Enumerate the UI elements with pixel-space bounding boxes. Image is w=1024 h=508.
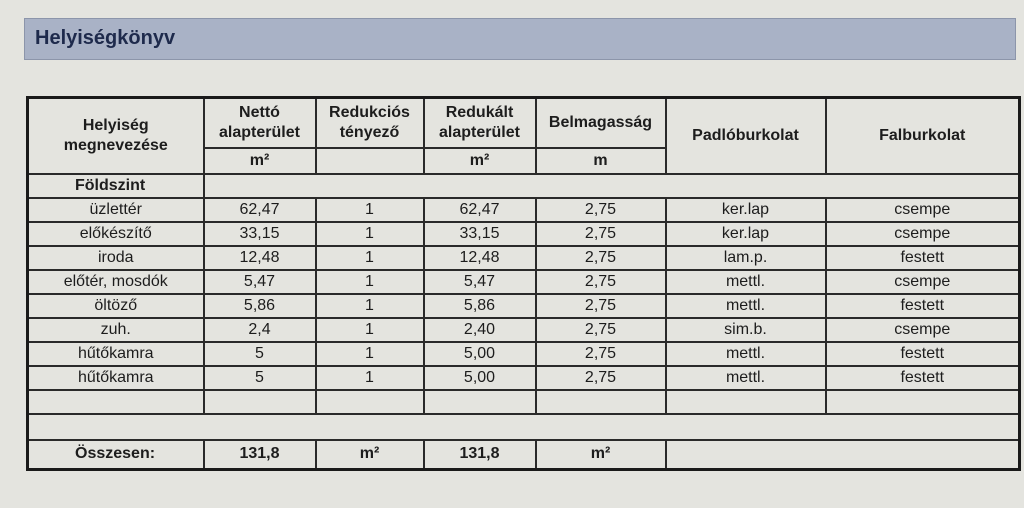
cell-height: 2,75 [536, 246, 666, 270]
cell-net: 5,86 [204, 294, 316, 318]
table-row [28, 222, 1020, 246]
header-height: Belmagasság [536, 98, 666, 148]
cell-room: öltöző [28, 294, 204, 318]
header-net-area-line1: Nettó [239, 103, 280, 121]
header-room [28, 98, 204, 174]
section-label: Földszint [28, 174, 204, 198]
cell-reduced: 33,15 [424, 222, 536, 246]
spacer-row [28, 414, 1020, 440]
total-reduced-area: 131,8 [424, 440, 536, 470]
empty-cell [666, 390, 826, 414]
header-reduction-line2: tényező [339, 123, 400, 141]
cell-height: 2,75 [536, 222, 666, 246]
header-reduced-area [424, 98, 536, 148]
cell-room: üzlettér [28, 198, 204, 222]
spacer-cell [28, 414, 1020, 440]
header-reduced-area-line1: Redukált [445, 103, 514, 121]
table-row [28, 318, 1020, 342]
cell-floor: mettl. [666, 366, 826, 390]
empty-cell [204, 390, 316, 414]
cell-floor: ker.lap [666, 198, 826, 222]
cell-factor: 1 [316, 294, 424, 318]
header-net-area-line2: alapterület [219, 123, 300, 141]
header-reduction-line1: Redukciós [329, 103, 410, 121]
cell-wall: festett [826, 246, 1020, 270]
cell-floor: mettl. [666, 342, 826, 366]
cell-room: előkészítő [28, 222, 204, 246]
section-row [28, 174, 1020, 198]
cell-height: 2,75 [536, 318, 666, 342]
cell-wall: festett [826, 294, 1020, 318]
total-filler [666, 440, 1020, 470]
cell-reduced: 5,86 [424, 294, 536, 318]
cell-room: zuh. [28, 318, 204, 342]
cell-net: 5 [204, 342, 316, 366]
room-book-table [26, 96, 1021, 471]
cell-height: 2,75 [536, 270, 666, 294]
cell-factor: 1 [316, 270, 424, 294]
section-filler [204, 174, 1020, 198]
empty-row [28, 390, 1020, 414]
table-row [28, 294, 1020, 318]
cell-reduced: 12,48 [424, 246, 536, 270]
empty-cell [424, 390, 536, 414]
header-room-line2: megnevezése [63, 136, 168, 154]
cell-reduced: 62,47 [424, 198, 536, 222]
title-bar [24, 18, 1016, 60]
cell-wall: festett [826, 342, 1020, 366]
empty-cell [826, 390, 1020, 414]
cell-net: 12,48 [204, 246, 316, 270]
empty-cell [28, 390, 204, 414]
cell-floor: ker.lap [666, 222, 826, 246]
cell-reduced: 5,00 [424, 366, 536, 390]
cell-factor: 1 [316, 342, 424, 366]
cell-room: iroda [28, 246, 204, 270]
header-room-line1: Helyiség [82, 116, 149, 134]
cell-net: 2,4 [204, 318, 316, 342]
cell-height: 2,75 [536, 342, 666, 366]
table-row [28, 366, 1020, 390]
page-title: Helyiségkönyv [35, 27, 176, 49]
total-net-area: 131,8 [204, 440, 316, 470]
header-net-area-unit: m² [204, 148, 316, 174]
header-net-area [204, 98, 316, 148]
cell-factor: 1 [316, 198, 424, 222]
cell-net: 5,47 [204, 270, 316, 294]
empty-cell [536, 390, 666, 414]
cell-reduced: 5,00 [424, 342, 536, 366]
header-reduced-area-line2: alapterület [439, 123, 520, 141]
cell-factor: 1 [316, 366, 424, 390]
cell-factor: 1 [316, 246, 424, 270]
cell-height: 2,75 [536, 366, 666, 390]
table-row [28, 342, 1020, 366]
header-height-unit: m [536, 148, 666, 174]
cell-floor: lam.p. [666, 246, 826, 270]
cell-floor: mettl. [666, 270, 826, 294]
cell-room: hűtőkamra [28, 366, 204, 390]
cell-reduced: 2,40 [424, 318, 536, 342]
table-row [28, 198, 1020, 222]
header-reduction-unit [316, 148, 424, 174]
header-reduced-area-unit: m² [424, 148, 536, 174]
total-unit-2: m² [536, 440, 666, 470]
cell-floor: mettl. [666, 294, 826, 318]
table-row [28, 246, 1020, 270]
cell-wall: csempe [826, 222, 1020, 246]
cell-factor: 1 [316, 222, 424, 246]
cell-room: előtér, mosdók [28, 270, 204, 294]
table-row [28, 270, 1020, 294]
cell-wall: csempe [826, 198, 1020, 222]
empty-cell [316, 390, 424, 414]
header-row [28, 98, 1020, 148]
cell-net: 33,15 [204, 222, 316, 246]
header-wall: Falburkolat [826, 98, 1020, 174]
cell-net: 62,47 [204, 198, 316, 222]
cell-net: 5 [204, 366, 316, 390]
cell-height: 2,75 [536, 198, 666, 222]
cell-wall: csempe [826, 270, 1020, 294]
cell-height: 2,75 [536, 294, 666, 318]
total-unit-1: m² [316, 440, 424, 470]
cell-wall: csempe [826, 318, 1020, 342]
cell-floor: sim.b. [666, 318, 826, 342]
total-label: Összesen: [28, 440, 204, 470]
cell-room: hűtőkamra [28, 342, 204, 366]
total-row [28, 440, 1020, 470]
header-floor: Padlóburkolat [666, 98, 826, 174]
header-reduction [316, 98, 424, 148]
cell-factor: 1 [316, 318, 424, 342]
cell-wall: festett [826, 366, 1020, 390]
cell-reduced: 5,47 [424, 270, 536, 294]
